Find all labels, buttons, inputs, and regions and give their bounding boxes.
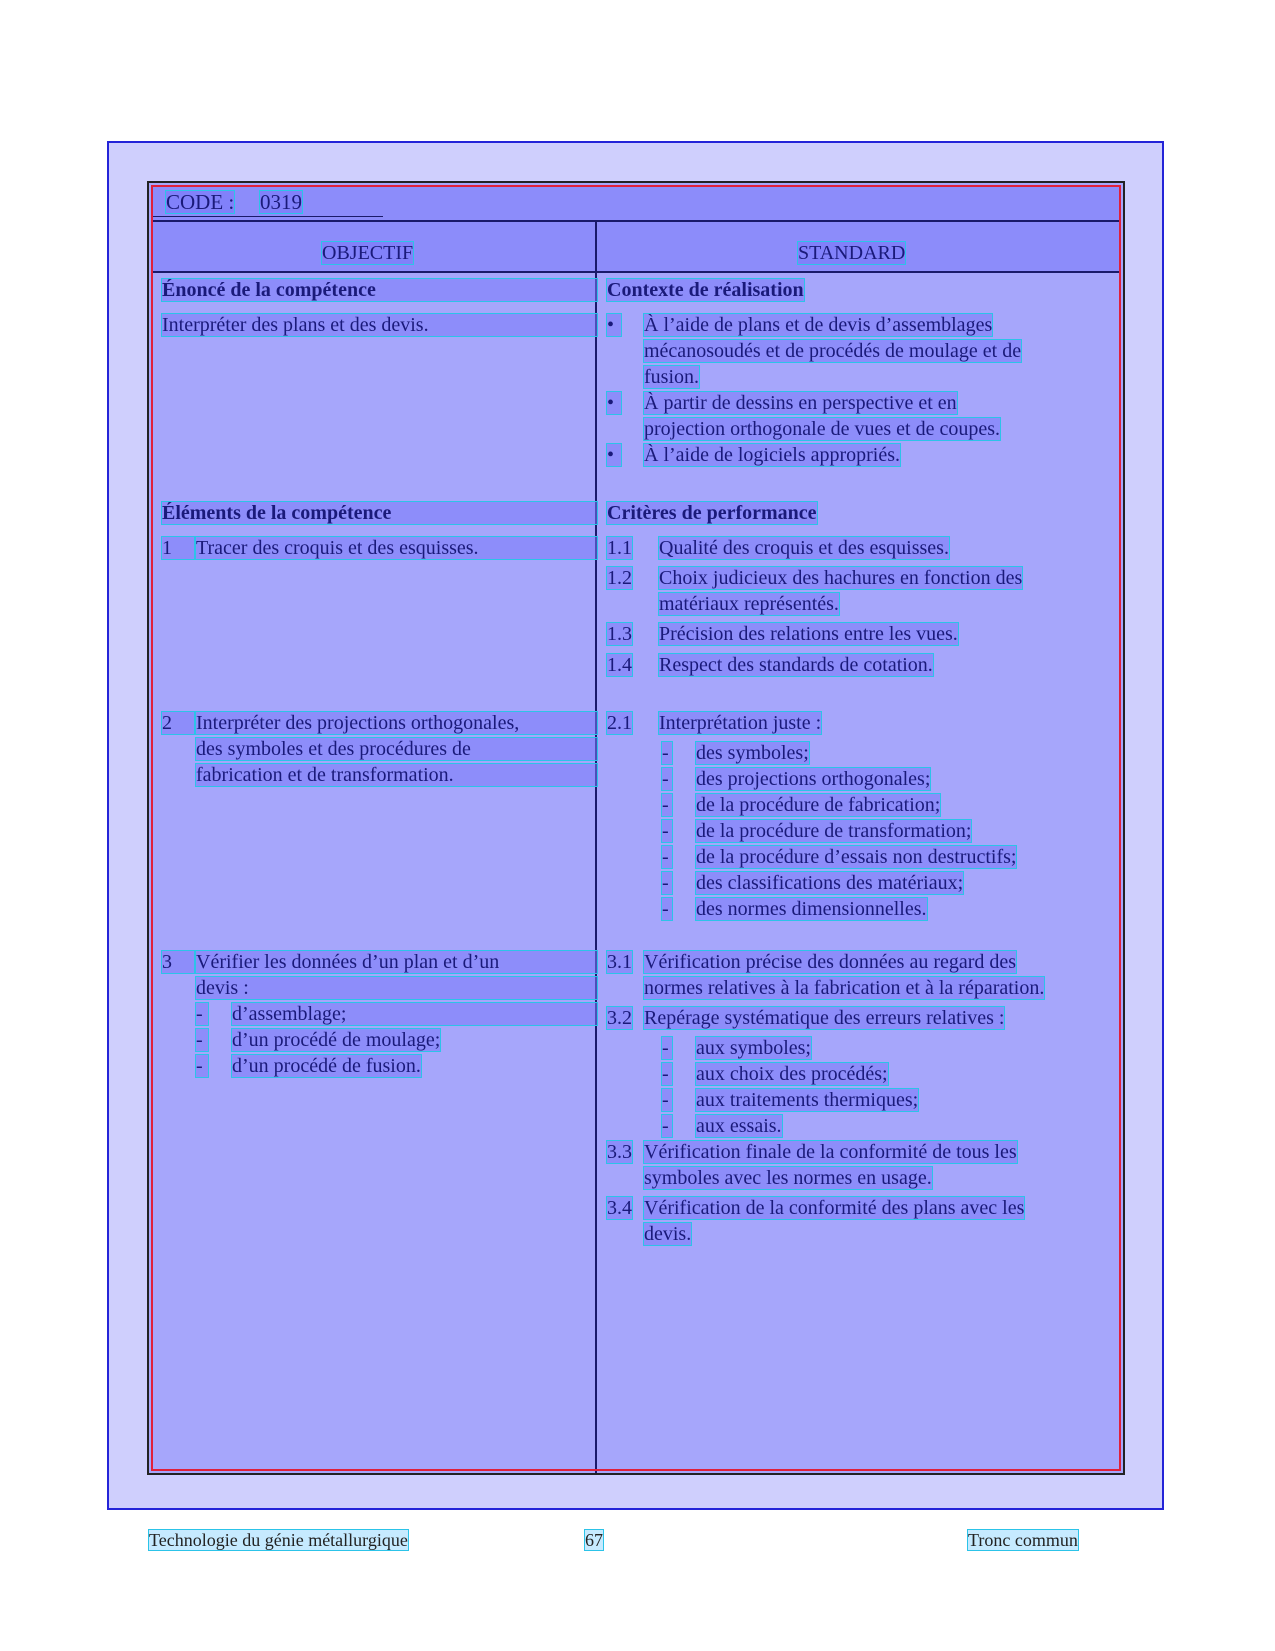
code-underline [153, 216, 383, 217]
dash-icon: - [662, 1089, 672, 1111]
bullet-icon: • [607, 444, 621, 466]
criteres-title: Critères de performance [607, 502, 817, 524]
critere-item: des projections orthogonales; [696, 768, 931, 790]
element-2-line-3: fabrication et de transformation. [196, 764, 597, 786]
contexte-1-line-1: À l’aide de plans et de devis d’assemblages [644, 314, 993, 336]
critere-number: 1.3 [607, 623, 632, 645]
dash-icon: - [662, 794, 672, 816]
column-divider [595, 222, 597, 1473]
critere-text: devis. [644, 1223, 692, 1245]
critere-item: aux traitements thermiques; [696, 1089, 919, 1111]
critere-item: aux essais. [696, 1115, 782, 1137]
critere-text: Repérage systématique des erreurs relatives : [644, 1007, 1005, 1029]
contexte-1-line-2: mécanosoudés et de procédés de moulage et de [644, 340, 1022, 362]
critere-text: matériaux représentés. [659, 593, 839, 615]
dash-icon: - [662, 768, 672, 790]
footer-section: Tronc commun [968, 1530, 1078, 1550]
dash-icon: - [196, 1029, 208, 1051]
bullet-icon: • [607, 392, 621, 414]
page-number: 67 [585, 1530, 603, 1550]
critere-number: 3.1 [607, 951, 632, 973]
bullet-icon: • [607, 314, 621, 336]
dash-icon: - [662, 872, 672, 894]
dash-icon: - [662, 820, 672, 842]
contexte-title: Contexte de réalisation [607, 279, 804, 301]
element-3-item: d’un procédé de fusion. [232, 1055, 421, 1077]
header-row [153, 222, 1119, 271]
critere-text: normes relatives à la fabrication et à la réparation. [644, 977, 1045, 999]
element-2-number: 2 [162, 712, 194, 734]
dash-icon: - [662, 846, 672, 868]
element-3-line-2: devis : [196, 977, 597, 999]
critere-item: des symboles; [696, 742, 809, 764]
enonce-text: Interpréter des plans et des devis. [162, 314, 597, 336]
element-2-line-1: Interpréter des projections orthogonales, [196, 712, 597, 734]
dash-icon: - [196, 1003, 208, 1025]
objectif-header: OBJECTIF [322, 242, 414, 264]
critere-text: Vérification précise des données au regard des [644, 951, 1017, 973]
code-label: CODE : [166, 190, 235, 214]
element-3-line-1: Vérifier les données d’un plan et d’un [196, 951, 597, 973]
critere-number: 3.4 [607, 1197, 632, 1219]
critere-text: symboles avec les normes en usage. [644, 1167, 932, 1189]
critere-text: Précision des relations entre les vues. [659, 623, 958, 645]
critere-text: Choix judicieux des hachures en fonction des [659, 567, 1023, 589]
competence-table [147, 181, 1125, 1475]
contexte-1-line-3: fusion. [644, 366, 699, 388]
element-1-number: 1 [162, 537, 194, 559]
dash-icon: - [662, 898, 672, 920]
critere-item: de la procédure de transformation; [696, 820, 972, 842]
critere-text: Vérification finale de la conformité de tous les [644, 1141, 1017, 1163]
critere-number: 1.1 [607, 537, 632, 559]
element-1-text: Tracer des croquis et des esquisses. [196, 537, 597, 559]
dash-icon: - [662, 1115, 672, 1137]
critere-item: de la procédure d’essais non destructifs; [696, 846, 1017, 868]
critere-item: des classifications des matériaux; [696, 872, 964, 894]
critere-item: aux symboles; [696, 1037, 811, 1059]
contexte-2-line-2: projection orthogonale de vues et de coupes. [644, 418, 1000, 440]
dash-icon: - [662, 742, 672, 764]
element-3-number: 3 [162, 951, 194, 973]
header-divider [153, 271, 1119, 273]
dash-icon: - [662, 1037, 672, 1059]
element-3-item: d’un procédé de moulage; [232, 1029, 441, 1051]
standard-header: STANDARD [798, 242, 906, 264]
critere-text: Vérification de la conformité des plans avec les [644, 1197, 1025, 1219]
dash-icon: - [196, 1055, 208, 1077]
element-2-line-2: des symboles et des procédures de [196, 738, 597, 760]
critere-text: Interprétation juste : [659, 712, 822, 734]
critere-text: Respect des standards de cotation. [659, 654, 933, 676]
critere-number: 1.4 [607, 654, 632, 676]
critere-number: 3.3 [607, 1141, 632, 1163]
footer-title: Technologie du génie métallurgique [149, 1530, 408, 1550]
critere-number: 1.2 [607, 567, 632, 589]
critere-item: des normes dimensionnelles. [696, 898, 927, 920]
contexte-3-line-1: À l’aide de logiciels appropriés. [644, 444, 901, 466]
critere-item: aux choix des procédés; [696, 1063, 888, 1085]
code-divider [153, 220, 1119, 222]
contexte-2-line-1: À partir de dessins en perspective et en [644, 392, 957, 414]
critere-number: 3.2 [607, 1007, 632, 1029]
critere-number: 2.1 [607, 712, 632, 734]
critere-item: de la procédure de fabrication; [696, 794, 941, 816]
code-value: 0319 [260, 190, 302, 214]
dash-icon: - [662, 1063, 672, 1085]
enonce-title: Énoncé de la compétence [162, 279, 597, 301]
elements-title: Éléments de la compétence [162, 502, 597, 524]
critere-text: Qualité des croquis et des esquisses. [659, 537, 949, 559]
element-3-item: d’assemblage; [232, 1003, 597, 1025]
